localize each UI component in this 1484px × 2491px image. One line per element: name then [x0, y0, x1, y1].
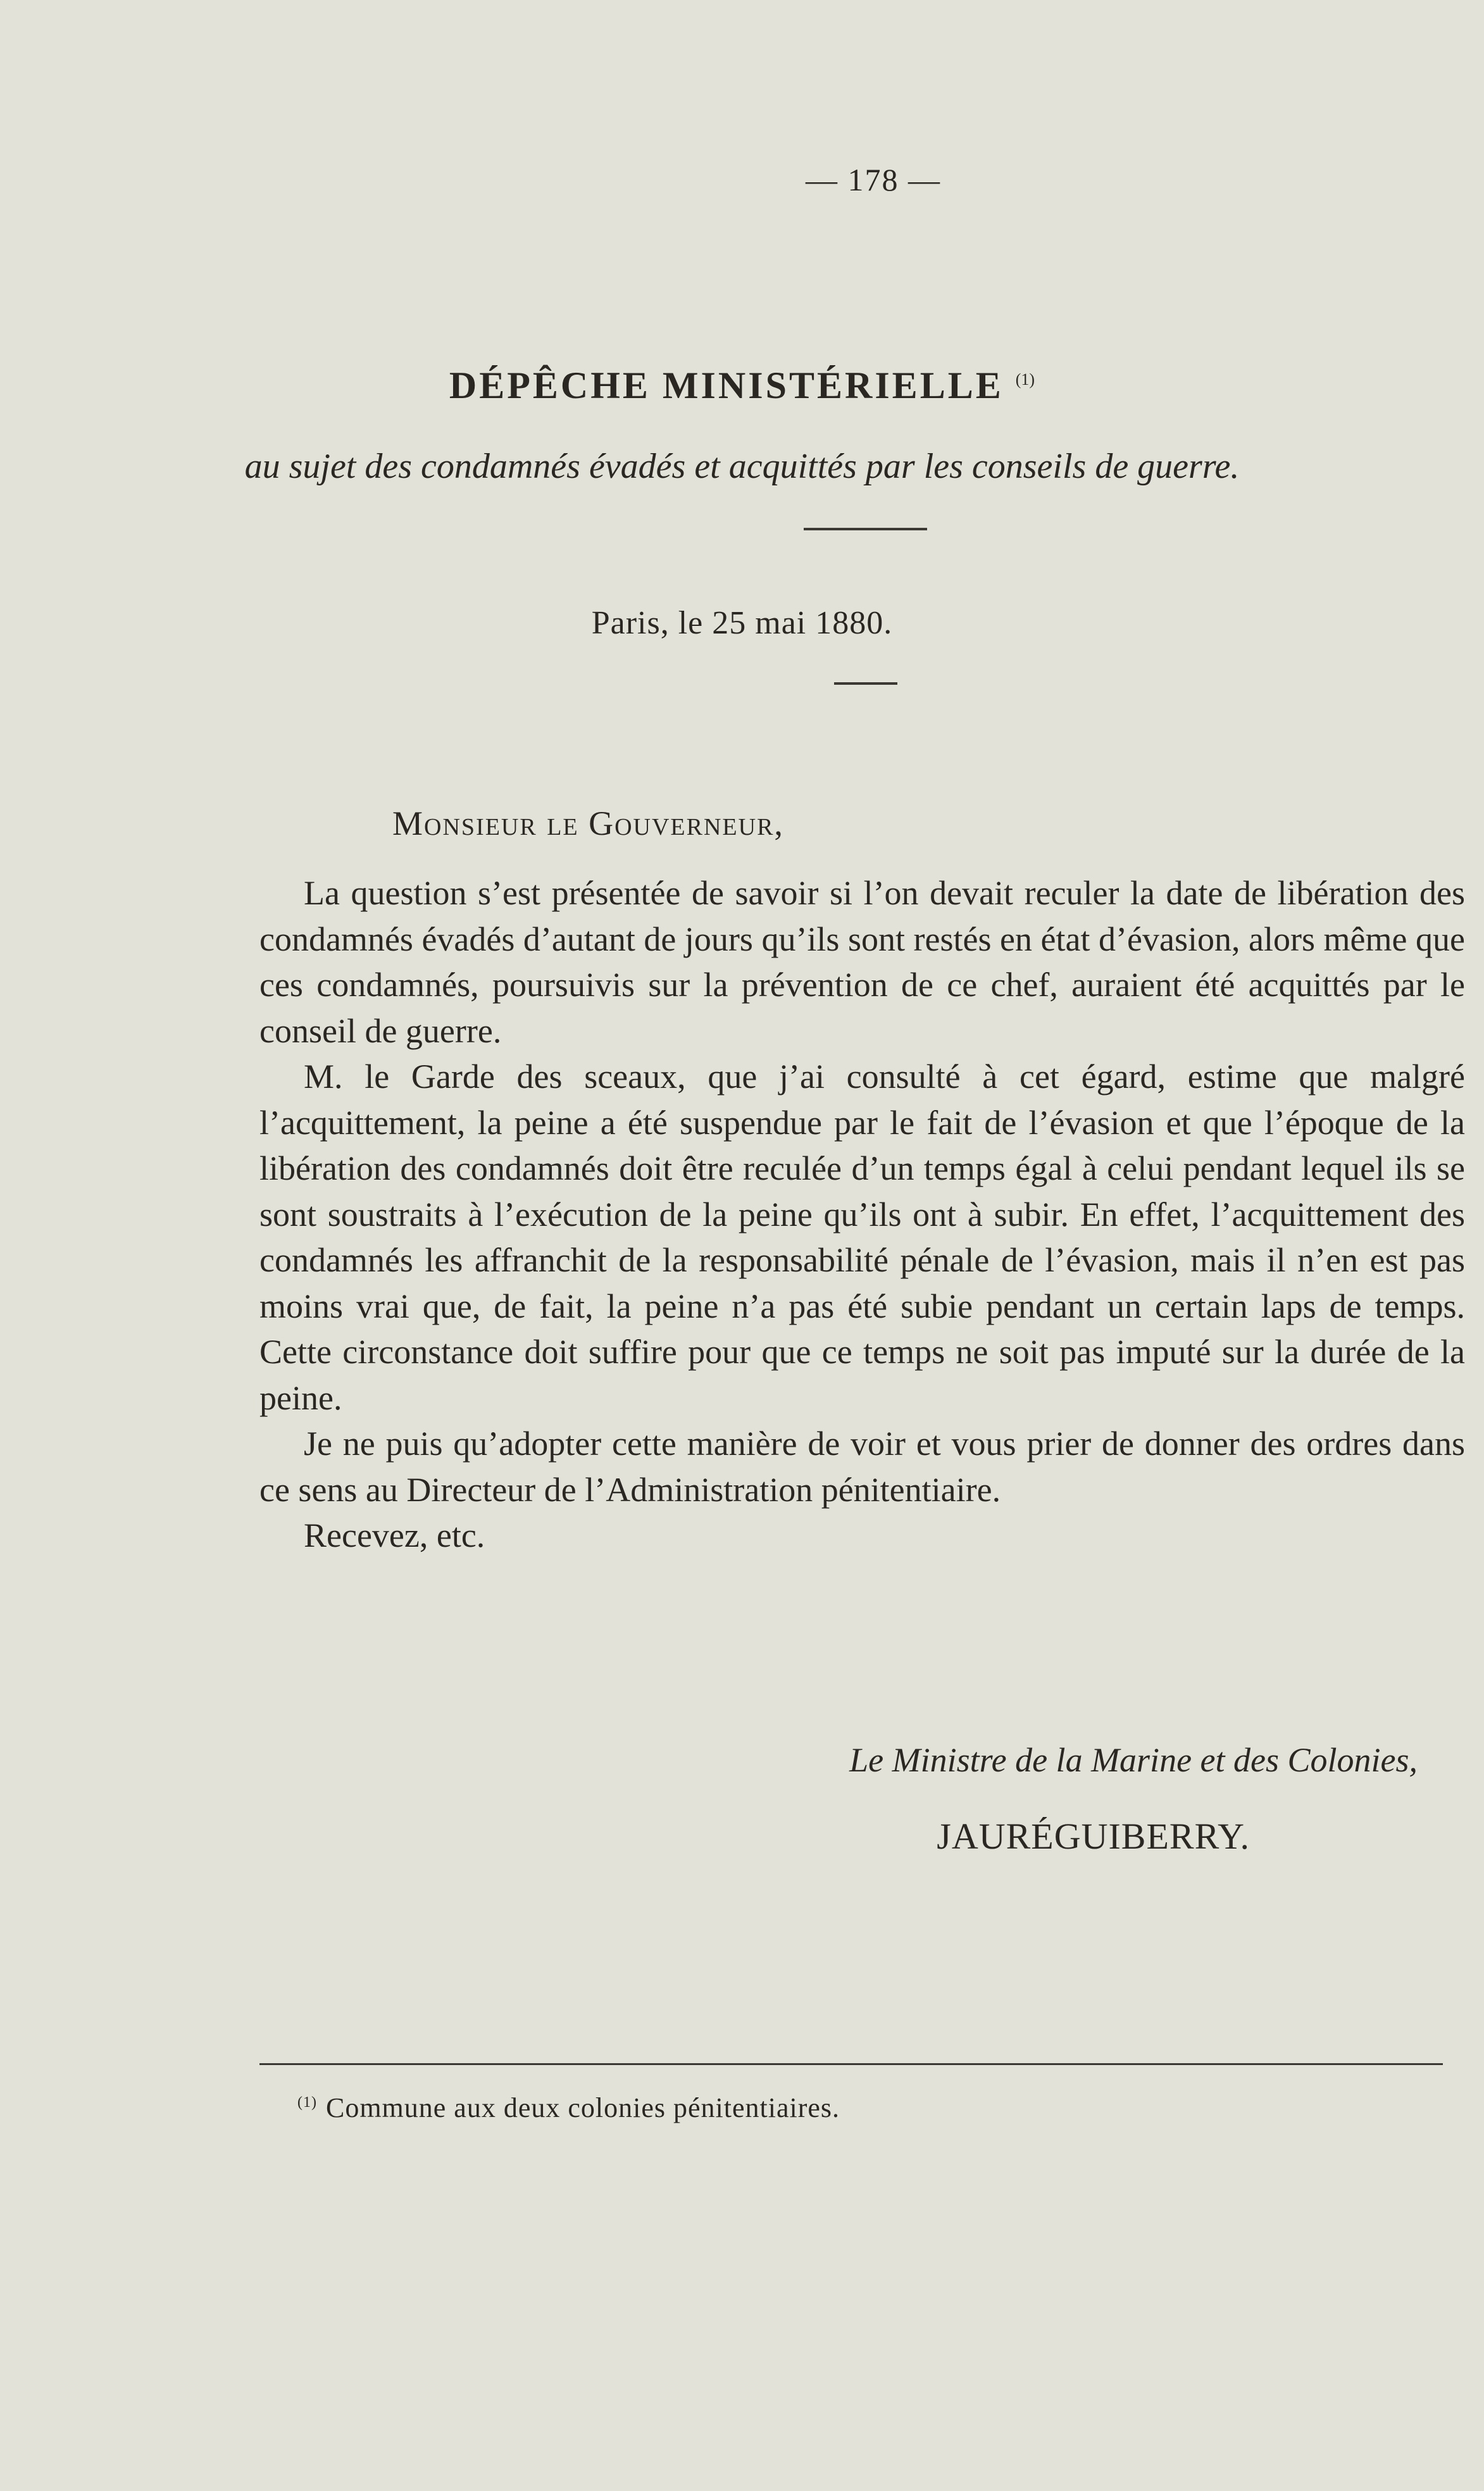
page-number: — 178 —	[806, 162, 941, 197]
paragraph: Recevez, etc.	[304, 1516, 485, 1554]
footnote	[297, 2092, 840, 2124]
dateline-divider	[834, 682, 897, 685]
footnote-mark: (1)	[297, 2094, 317, 2111]
paragraph: M. le Garde des sceaux, que j’ai consulté à cet égard, estime que malgré l’acquittement, la peine a été suspendue par le fait de l’évasion et que l’époque de la libération des condamnés doit être reculée d’un temps égal à celui pendant lequel ils se sont soustraits à l’exécution de la peine qu’ils ont à subir. En effet, l’acquittement des condamnés les affranchit de la responsabilité pénale de l’évasion, mais il n’en est pas moins vrai que, de fait, la peine n’a pas été subie pendant un certain laps de temps. Cette circonstance doit suffire pour que ce temps ne soit pas imputé sur la durée de la peine.	[259, 1058, 1465, 1417]
signature-role: Le Ministre de la Marine et des Colonies,	[849, 1741, 1418, 1779]
title-text: DÉPÊCHE MINISTÉRIELLE	[449, 365, 1004, 406]
document-subtitle: au sujet des condamnés évadés et acquittés par les conseils de guerre.	[244, 447, 1240, 486]
dateline: Paris, le 25 mai 1880.	[591, 605, 893, 641]
paragraph: La question s’est présentée de savoir si l’on devait reculer la date de libération des condamnés évadés d’autant de jours qu’ils sont restés en état d’évasion, alors même que ces condamnés, poursuivis sur la prévention de ce chef, auraient été acquittés par le conseil de guerre.	[259, 874, 1465, 1050]
paragraph: Je ne puis qu’adopter cette manière de voir et vous prier de donner des ordres dans ce sens au Directeur de l’Administration pénitentiaire.	[259, 1425, 1465, 1509]
signature-name: JAURÉGUIBERRY.	[937, 1816, 1250, 1857]
title-divider	[804, 528, 927, 530]
footnote-text: Commune aux deux colonies pénitentiaires.	[325, 2092, 840, 2123]
footnote-divider	[259, 2063, 1443, 2065]
letter-body	[259, 870, 1465, 1559]
salutation: Monsieur le Gouverneur,	[392, 804, 784, 842]
title-footnote-mark: (1)	[1015, 370, 1035, 389]
document-title	[0, 364, 1484, 408]
